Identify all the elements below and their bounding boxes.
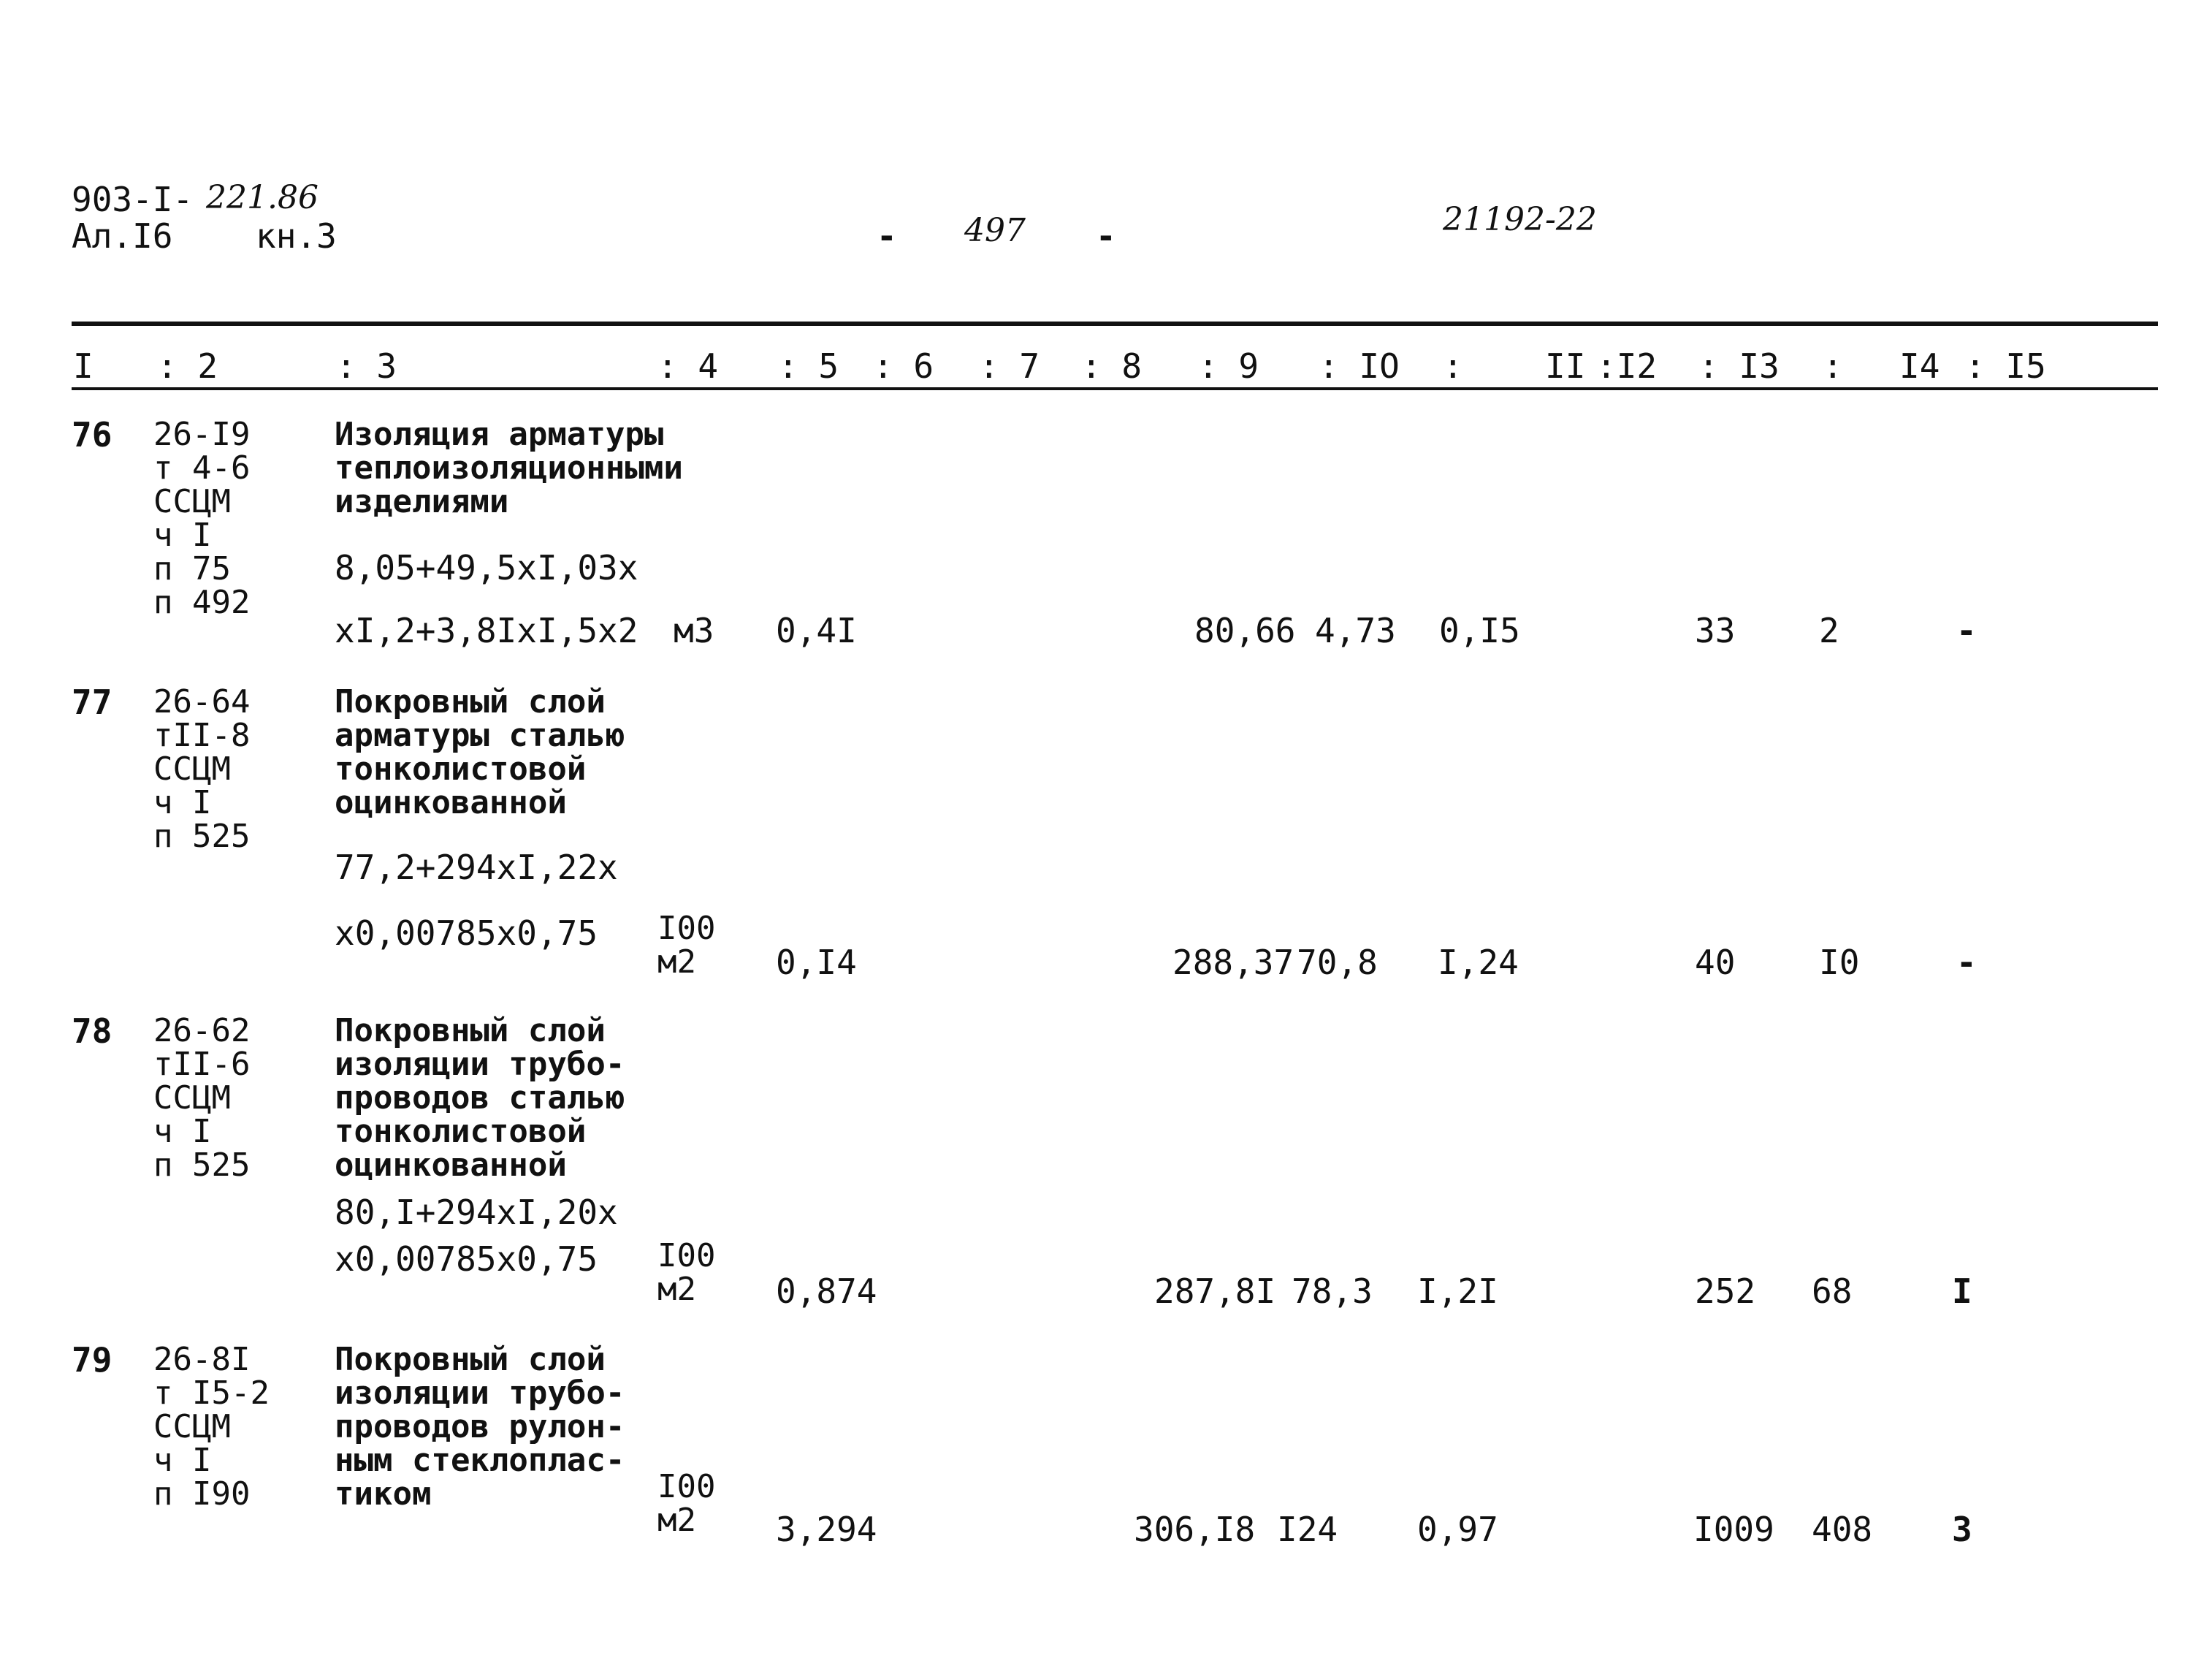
row-col-9: 4,73 xyxy=(1315,611,1396,650)
column-header: : 5 xyxy=(778,346,839,386)
column-header: : I5 xyxy=(1965,346,2046,386)
column-header: : 3 xyxy=(336,346,397,386)
row-code: 26-64 тII-8 ССЦМ ч I п 525 xyxy=(153,683,251,855)
row-col-8: 306,I8 xyxy=(1134,1510,1256,1549)
row-col-8: 287,8I xyxy=(1154,1271,1276,1311)
row-quantity: 0,874 xyxy=(776,1271,877,1311)
row-col-8: 80,66 xyxy=(1194,611,1296,650)
row-formula: 80,I+294хI,20х xyxy=(335,1193,618,1232)
row-col-13: 252 xyxy=(1695,1271,1756,1311)
row-col-14: I0 xyxy=(1819,943,1860,982)
row-col-10: I,24 xyxy=(1438,943,1519,982)
row-quantity: 0,4I xyxy=(776,611,857,650)
row-col-14: 68 xyxy=(1812,1271,1853,1311)
page-dash-left: - xyxy=(877,216,897,256)
row-code: 26-I9 т 4-6 ССЦМ ч I п 75 п 492 xyxy=(153,416,251,621)
row-number: 78 xyxy=(72,1011,112,1051)
row-code: 26-8I т I5-2 ССЦМ ч I п I90 xyxy=(153,1341,270,1513)
column-header: II xyxy=(1545,346,1586,386)
doc-number-handwritten: 221.86 xyxy=(206,179,319,216)
doc-prefix: 903-I- xyxy=(72,180,194,219)
row-col-9: 70,8 xyxy=(1297,943,1378,982)
album-label: Ал.I6 xyxy=(72,216,173,256)
doc-code: 21192-22 xyxy=(1443,201,1597,238)
row-description: Покровный слой арматуры сталью тонколистовой оцинкованной xyxy=(335,683,625,821)
row-number: 76 xyxy=(72,415,112,455)
header-underline xyxy=(72,387,2158,390)
row-col-10: I,2I xyxy=(1417,1271,1498,1311)
column-header: : IO xyxy=(1319,346,1400,386)
row-unit: I00 м2 xyxy=(657,1237,716,1308)
column-header: : xyxy=(1823,346,1843,386)
row-formula: 8,05+49,5хI,03х xyxy=(335,548,638,587)
row-description: Покровный слой изоляции трубо- проводов сталью тонколистовой оцинкованной xyxy=(335,1012,625,1184)
column-header: : 4 xyxy=(657,346,719,386)
row-col-14: 2 xyxy=(1819,611,1839,650)
row-formula: х0,00785х0,75 xyxy=(335,1239,598,1279)
row-description: Изоляция арматуры теплоизоляционными изделиями xyxy=(335,416,683,520)
column-header: I4 xyxy=(1899,346,1940,386)
row-col-9: I24 xyxy=(1277,1510,1338,1549)
row-col-15: - xyxy=(1956,611,1977,650)
row-unit: I00 м2 xyxy=(657,1468,716,1539)
row-col-15: I xyxy=(1952,1271,1972,1311)
row-col-13: 33 xyxy=(1695,611,1736,650)
row-number: 77 xyxy=(72,682,112,722)
row-col-10: 0,I5 xyxy=(1439,611,1520,650)
column-header: : xyxy=(1443,346,1463,386)
row-col-13: 40 xyxy=(1695,943,1736,982)
row-formula: хI,2+3,8IхI,5х2 xyxy=(335,611,638,650)
page-number: 497 xyxy=(964,212,1026,249)
row-col-9: 78,3 xyxy=(1292,1271,1373,1311)
row-quantity: 3,294 xyxy=(776,1510,877,1549)
row-quantity: 0,I4 xyxy=(776,943,857,982)
column-header: : 9 xyxy=(1198,346,1259,386)
page-dash-right: - xyxy=(1096,216,1116,256)
column-header: : 7 xyxy=(979,346,1040,386)
top-rule xyxy=(72,322,2158,326)
row-col-15: - xyxy=(1956,943,1977,982)
column-header: I xyxy=(73,346,94,386)
book-label: кн.3 xyxy=(256,216,337,256)
row-formula: 77,2+294хI,22х xyxy=(335,848,618,887)
column-header: : 8 xyxy=(1081,346,1143,386)
row-col-8: 288,37 xyxy=(1172,943,1294,982)
column-header: : I3 xyxy=(1698,346,1780,386)
column-header: :I2 xyxy=(1596,346,1658,386)
row-col-10: 0,97 xyxy=(1417,1510,1498,1549)
row-col-13: I009 xyxy=(1693,1510,1774,1549)
row-col-14: 408 xyxy=(1812,1510,1873,1549)
row-unit: м3 xyxy=(674,611,714,650)
column-header: : 6 xyxy=(873,346,934,386)
row-description: Покровный слой изоляции трубо- проводов рулон- ным стеклоплас- тиком xyxy=(335,1341,625,1513)
row-code: 26-62 тII-6 ССЦМ ч I п 525 xyxy=(153,1012,251,1184)
row-formula: х0,00785х0,75 xyxy=(335,913,598,953)
row-col-15: 3 xyxy=(1952,1510,1972,1549)
row-number: 79 xyxy=(72,1340,112,1380)
row-unit: I00 м2 xyxy=(657,910,716,981)
column-header: : 2 xyxy=(157,346,218,386)
